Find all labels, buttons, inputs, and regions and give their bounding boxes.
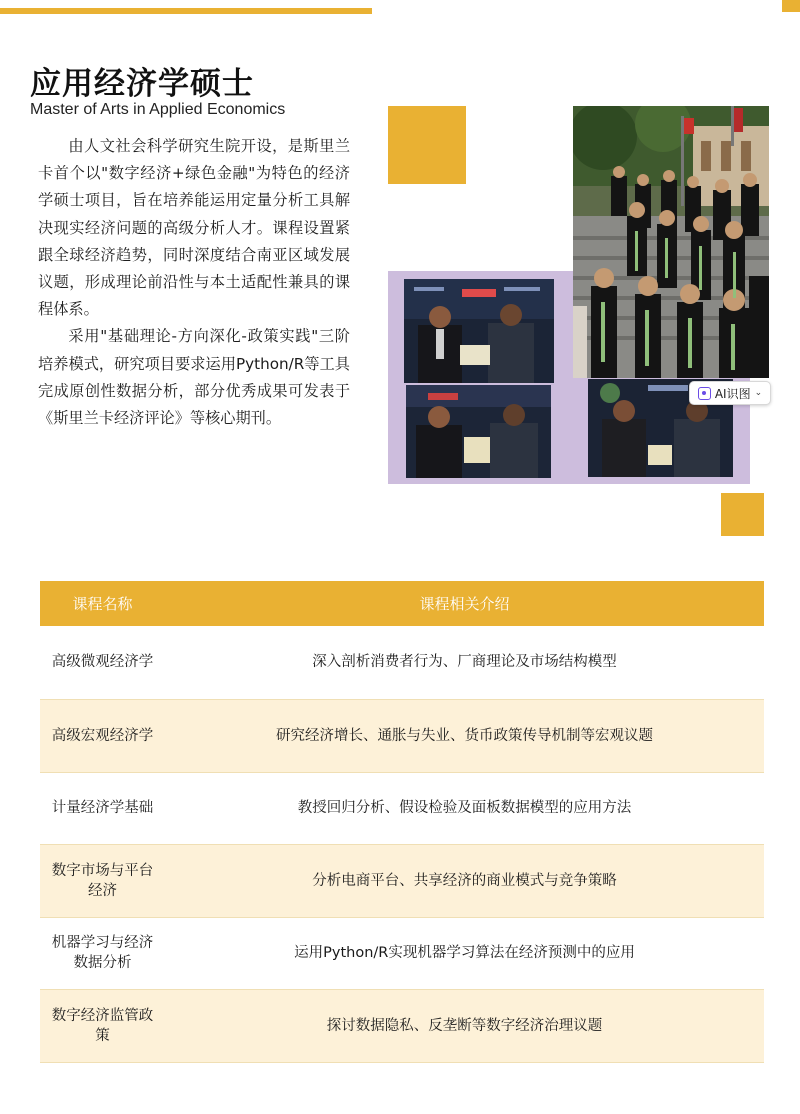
course-table [40,581,764,1063]
course-desc-cell: 运用Python/R实现机器学习算法在经济预测中的应用 [165,917,764,989]
table-header-course-name: 课程名称 [40,581,165,626]
course-desc-cell: 教授回归分析、假设检验及面板数据模型的应用方法 [165,772,764,844]
award-photo-2 [406,385,551,478]
page-title: 应用经济学硕士 [30,66,254,102]
course-name-cell: 高级宏观经济学 [40,699,165,772]
intro-text [38,133,350,432]
table-row [40,844,764,917]
table-row [40,699,764,772]
decor-square-bottom [721,493,764,536]
course-desc-cell: 探讨数据隐私、反垄断等数字经济治理议题 [165,989,764,1062]
table-header-course-intro: 课程相关介绍 [165,581,764,626]
course-name-cell: 数字市场与平台经济 [40,844,165,917]
ai-image-recognition-button[interactable] [689,381,771,405]
course-name-cell: 机器学习与经济数据分析 [40,917,165,989]
intro-paragraph-2: 采用"基础理论-方向深化-政策实践"三阶培养模式，研究项目要求运用Python/R等工具完成原创性数据分析，部分优秀成果可发表于《斯里兰卡经济评论》等核心期刊。 [38,327,350,428]
course-name-cell: 计量经济学基础 [40,772,165,844]
course-name-cell: 高级微观经济学 [40,626,165,699]
table-row [40,917,764,989]
graduation-photo [573,106,769,378]
decor-square-top [388,106,466,184]
table-row [40,989,764,1062]
top-accent-bar [0,8,372,14]
table-row [40,772,764,844]
ai-scan-icon [698,387,711,400]
course-desc-cell: 研究经济增长、通胀与失业、货币政策传导机制等宏观议题 [165,699,764,772]
course-desc-cell: 深入剖析消费者行为、厂商理论及市场结构模型 [165,626,764,699]
award-photo-1 [404,279,554,383]
ai-badge-label: AI识图 [714,386,751,401]
chevron-down-icon: ⌄ [754,388,763,398]
course-name-cell: 数字经济监管政策 [40,989,165,1062]
page-subtitle: Master of Arts in Applied Economics [30,101,286,118]
table-row [40,626,764,699]
table-header-row [40,581,764,626]
course-desc-cell: 分析电商平台、共享经济的商业模式与竞争策略 [165,844,764,917]
intro-paragraph-1: 由人文社会科学研究生院开设，是斯里兰卡首个以"数字经济+绿色金融"为特色的经济学硕士项目，旨在培养能运用定量分析工具解决现实经济问题的高级分析人才。课程设置紧跟全球经济趋势，同时深度结合南亚区域发展议题，形成理论前沿性与本土适配性兼具的课程体系。 [38,137,350,319]
top-accent-square [782,0,800,12]
